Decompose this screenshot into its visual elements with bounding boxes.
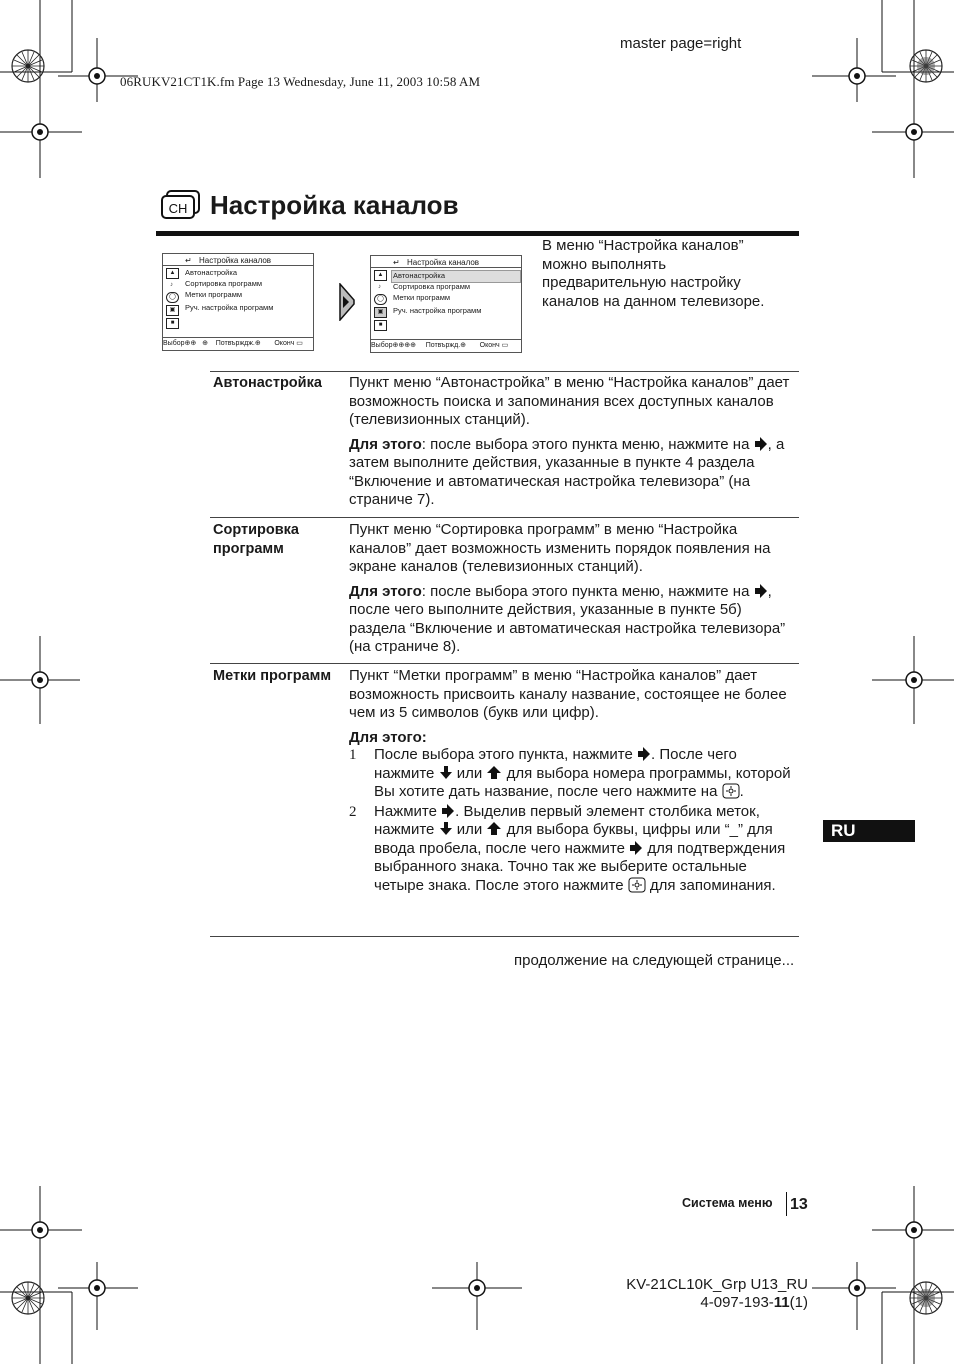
language-tab: RU (823, 820, 915, 842)
footer-select: Выбор (163, 340, 185, 347)
row-divider (210, 936, 799, 937)
footer-end: Оконч (479, 342, 500, 349)
ok-button-icon (628, 877, 646, 893)
footer-divider (786, 1192, 787, 1216)
menu-item: Метки программ (185, 290, 243, 299)
channel-icon (161, 190, 201, 225)
channel-icon-small: ▣ (166, 305, 179, 316)
step-2: 2 Нажмите . Выделив первый элемент столбика меток, нажмите или для выбора буквы, цифры или “_” для ввода пробела, после чего нажмите для подтверждения выбранного знака. Точно так же выберите остальные четыре знака. После этого нажмите для запоминания. (349, 802, 786, 894)
footer-select: Выбор (371, 342, 393, 349)
right-arrow-icon (754, 583, 768, 599)
menu-item: Сортировка программ (185, 279, 263, 288)
footer-confirm: Потвърждж. (215, 340, 255, 347)
continued-note: продолжение на следующей странице... (514, 952, 795, 969)
right-arrow-icon (441, 803, 455, 819)
footer-end: Оконч (274, 340, 295, 347)
step-1: 1 После выбора этого пункта, нажмите . После чего нажмите или для выбора номера программы, которой Вы хотите дать название, после чего нажмите на . (349, 746, 791, 800)
section-name: Система меню (682, 1196, 773, 1210)
right-arrow-icon (637, 746, 651, 762)
file-info: 06RUKV21CT1K.fm Page 13 Wednesday, June 11, 2003 10:58 AM (120, 74, 481, 89)
setup-icon: ■ (374, 320, 387, 331)
down-arrow-icon (439, 821, 453, 837)
row-divider (210, 663, 799, 664)
menu-title: Настройка каналов (199, 256, 272, 265)
up-arrow-icon (486, 821, 502, 837)
row-text-auto: Пункт меню “Автонастройка” в меню “Настройка каналов” дает возможность поиска и запоминания всех доступных каналов (телевизионных станций). Для этого: после выбора этого пункта меню, нажмите на , а затем выполните действия, указанные в пункте 4 раздела “Включение и автоматическая настройка телевизора” (на страниче 7). (349, 374, 790, 508)
up-arrow-icon (486, 765, 502, 781)
menu-item: Автонастройка (185, 268, 237, 277)
master-page-label: master page=right (620, 35, 742, 52)
picture-icon: ▲ (166, 268, 179, 279)
row-divider (210, 517, 799, 518)
right-arrow-button-icon (337, 283, 357, 326)
menu-item: Руч. настройка программ (393, 306, 482, 315)
row-label-auto: Автонастройка (213, 375, 322, 391)
timer-icon: ◯ (166, 292, 179, 303)
return-icon: ↵ (393, 258, 400, 267)
sound-icon: ♪ (378, 284, 381, 290)
row-label-labels: Метки программ (213, 668, 332, 684)
setup-icon: ■ (166, 318, 179, 329)
row-text-sort: Пункт меню “Сортировка программ” в меню “Настройка каналов” дает возможность изменить порядок появления на экране каналов (телевизионных станций). Для этого: после выбора этого пункта меню, нажмите на , после чего выполните действия, указанные в пункте 5б) раздела “Включение и автоматическая настройка телевизора” (на страниче 8). (349, 521, 786, 655)
channel-icon-label: CH (168, 201, 188, 216)
menu-item-selected: Автонастройка (393, 271, 445, 280)
channel-icon-small: ▣ (374, 307, 387, 318)
down-arrow-icon (439, 765, 453, 781)
return-icon: ↵ (185, 256, 192, 265)
page-number: 13 (790, 1196, 808, 1213)
picture-icon: ▲ (374, 270, 387, 281)
menu-screen-right: ↵ Настройка каналов ▲ ♪ ◯ ▣ ■ Автонастройка Сортировка программ Метки программ Руч. настройка программ Выбор⊕⊕⊕⊕ Потвържд.⊕ Оконч ▭ (370, 255, 522, 353)
model-info (600, 1276, 808, 1312)
title-rule (156, 231, 799, 236)
timer-icon: ◯ (374, 294, 387, 305)
menu-item: Метки программ (393, 293, 451, 302)
intro-text: В меню “Настройка каналов” можно выполнять предварительную настройку каналов на данном телевизоре. (542, 237, 765, 310)
menu-screen-left: ↵ Настройка каналов ▲ ♪ ◯ ▣ ■ Автонастройка Сортировка программ Метки программ Руч. настройка программ Выбор⊕⊕ ⊕ Потвърждж.⊕ Оконч ▭ (162, 253, 314, 351)
model-name: KV-21CL10K_Grp U13_RU (626, 1276, 808, 1293)
model-code: 4-097-193-11(1) (700, 1294, 808, 1311)
page-title: Настройка каналов (210, 190, 459, 220)
sound-icon: ♪ (170, 282, 173, 288)
ok-button-icon (722, 783, 740, 799)
menu-icons (166, 268, 178, 331)
menu-title: Настройка каналов (407, 258, 480, 267)
menu-icons (374, 270, 386, 333)
menu-item: Руч. настройка программ (185, 303, 274, 312)
menu-item: Сортировка программ (393, 282, 471, 291)
right-arrow-icon (754, 436, 768, 452)
right-arrow-icon (629, 840, 643, 856)
row-divider (210, 371, 799, 372)
steps-list (349, 746, 799, 895)
row-label-sort: Сортировка программ (213, 522, 299, 557)
footer-confirm: Потвържд. (425, 342, 461, 349)
row-text-labels: Пункт “Метки программ” в меню “Настройка каналов” дает возможность присвоить каналу название, состоящее не более чем из 5 символов (букв или цифр). Для этого: (349, 667, 787, 746)
